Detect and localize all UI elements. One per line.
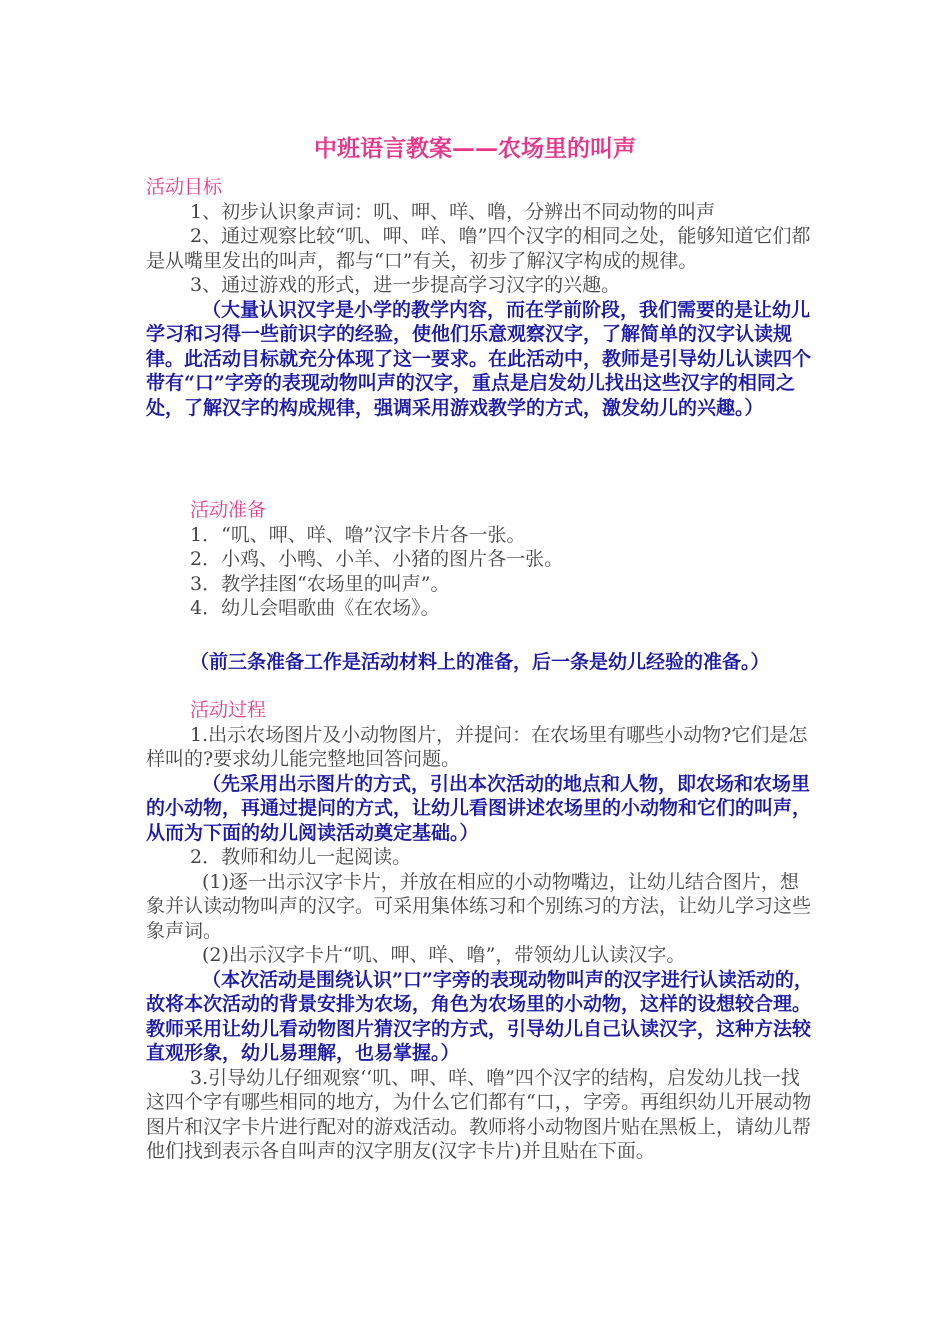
process-substep: (2)出示汉字卡片“叽、呷、咩、噜”，带领幼儿认读汉字。 bbox=[202, 944, 686, 966]
process-substep: (1)逐一出示汉字卡片，并放在相应的小动物嘴边，让幼儿结合图片，想象并认读动物叫声的汉字。可采用集体练习和个别练习的方法，让幼儿学习这些象声词。 bbox=[146, 870, 812, 942]
prep-item: 1．“叽、呷、咩、噜”汉字卡片各一张。 bbox=[190, 523, 526, 546]
prep-item: 4．幼儿会唱歌曲《在农场》。 bbox=[190, 597, 440, 619]
prep-note-section bbox=[146, 650, 814, 675]
process-step: 3.引导幼儿仔细观察‘‘叽、呷、咩、噜”四个汉字的结构，启发幼儿找一找这四个字有哪些相同的地方，为什么它们都有“口，，字旁。再组织幼儿开展动物图片和汉字卡片进行配对的游戏活动。教师将小动物图片贴在黑板上，请幼儿帮他们找到表示各自叫声的汉字朋友(汉字卡片)并且贴在下面。 bbox=[146, 1066, 812, 1162]
prep-note: （前三条准备工作是活动材料上的准备，后一条是幼儿经验的准备。） bbox=[190, 651, 770, 673]
process-note: （本次活动是围绕认识”口”字旁的表现动物叫声的汉字进行认读活动的，故将本次活动的背景安排为农场，角色为农场里的小动物，这样的设想较合理。教师采用让幼儿看动物图片猜汉字的方式，引导幼儿自己认读汉字，这种方法较直观形象，幼儿易理解，也易掌握。） bbox=[146, 968, 813, 1064]
goal-item: 2、通过观察比较“叽、呷、咩、噜”四个汉字的相同之处，能够知道它们都是从嘴里发出的叫声，都与“口”有关，初步了解汉字构成的规律。 bbox=[146, 225, 811, 272]
goals-section bbox=[146, 175, 814, 420]
prep-section bbox=[146, 498, 814, 621]
process-note: （先采用出示图片的方式，引出本次活动的地点和人物，即农场和农场里的小动物，再通过提问的方式，让幼儿看图讲述农场里的小动物和它们的叫声，从而为下面的幼儿阅读活动奠定基础。） bbox=[146, 772, 812, 844]
goals-heading: 活动目标 bbox=[146, 176, 223, 198]
prep-item: 3．教学挂图“农场里的叫声”。 bbox=[190, 572, 450, 595]
process-section bbox=[146, 698, 814, 1164]
document-title: 中班语言教案——农场里的叫声 bbox=[314, 135, 636, 162]
goals-note: （大量认识汉字是小学的教学内容，而在学前阶段，我们需要的是让幼儿学习和习得一些前识字的经验，使他们乐意观察汉字，了解简单的汉字认读规律。此活动目标就充分体现了这一要求。在此活动中，教师是引导幼儿认读四个带有“口”字旁的表现动物叫声的汉字，重点是启发幼儿找出这些汉字的相同之处，了解汉字的构成规律，强调采用游戏教学的方式，激发幼儿的兴趣。） bbox=[146, 298, 812, 419]
prep-heading: 活动准备 bbox=[190, 499, 267, 521]
prep-item: 2．小鸡、小鸭、小羊、小猪的图片各一张。 bbox=[190, 548, 564, 570]
process-step: 1.出示农场图片及小动物图片，并提问：在农场里有哪些小动物?它们是怎样叫的?要求幼儿能完整地回答问题。 bbox=[146, 723, 808, 770]
goal-item: 3、通过游戏的形式，进一步提高学习汉字的兴趣。 bbox=[190, 274, 621, 296]
process-heading: 活动过程 bbox=[190, 699, 267, 721]
goal-item: 1、初步认识象声词：叽、呷、咩、噜，分辨出不同动物的叫声 bbox=[190, 200, 716, 223]
process-step: 2．教师和幼儿一起阅读。 bbox=[190, 846, 412, 868]
